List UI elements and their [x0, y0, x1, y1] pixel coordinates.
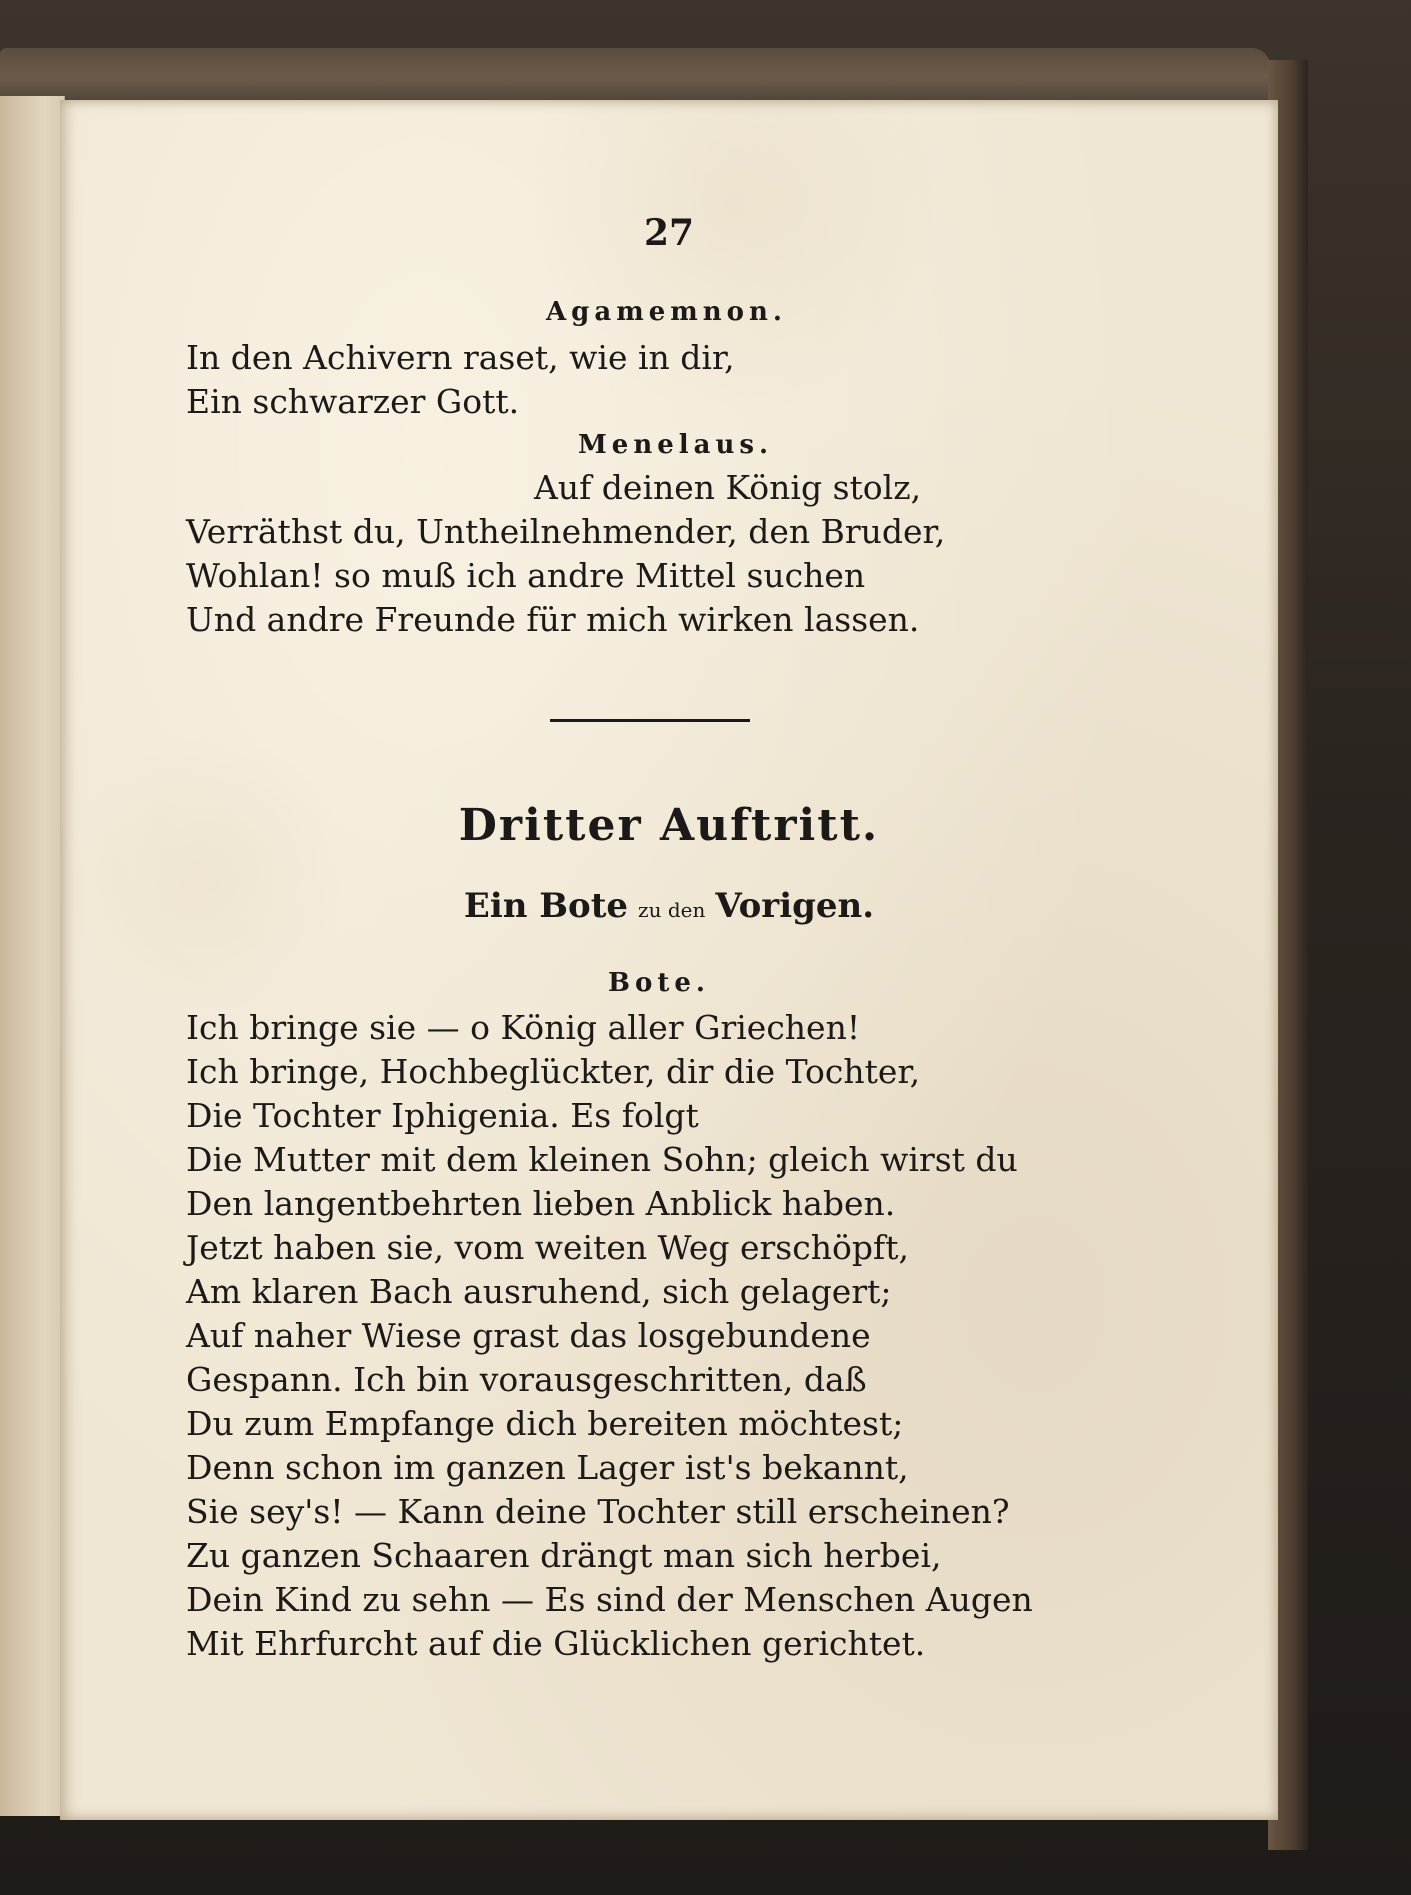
speaker-agamemnon: Agamemnon.: [546, 297, 787, 327]
verse-line: Gespann. Ich bin vorausgeschritten, daß: [186, 1360, 867, 1399]
verse-line: Und andre Freunde für mich wirken lassen.: [186, 600, 920, 639]
verse-line: Verräthst du, Untheilnehmender, den Bruder,: [186, 512, 946, 551]
verse-line: Am klaren Bach ausruhend, sich gelagert;: [186, 1272, 892, 1311]
verse-line: Jetzt haben sie, vom weiten Weg erschöpft,: [186, 1228, 909, 1267]
scene-subtitle: [60, 886, 1278, 926]
verse-line: Ich bringe, Hochbeglückter, dir die Tochter,: [186, 1052, 921, 1091]
book-page: [60, 100, 1278, 1820]
book-cover-edge: [0, 48, 1270, 108]
previous-page-edge: [0, 96, 65, 1816]
speaker-menelaus: Menelaus.: [578, 430, 774, 460]
verse-line: In den Achivern raset, wie in dir,: [186, 338, 735, 377]
scene-title: Dritter Auftritt.: [458, 800, 880, 851]
verse-line: Die Tochter Iphigenia. Es folgt: [186, 1096, 699, 1135]
verse-line: Zu ganzen Schaaren drängt man sich herbei,: [186, 1536, 942, 1575]
verse-line: Ein schwarzer Gott.: [186, 382, 520, 421]
verse-line: Auf naher Wiese grast das losgebundene: [186, 1316, 871, 1355]
verse-line: Den langentbehrten lieben Anblick haben.: [186, 1184, 896, 1223]
verse-line: Ich bringe sie — o König aller Griechen!: [186, 1008, 861, 1047]
page-number: 27: [643, 212, 695, 254]
verse-line: Auf deinen König stolz,: [534, 468, 922, 507]
section-divider: [550, 719, 750, 722]
subtitle-part: zu den: [638, 898, 706, 922]
verse-line: Denn schon im ganzen Lager ist's bekannt,: [186, 1448, 909, 1487]
verse-line: Du zum Empfange dich bereiten möchtest;: [186, 1404, 904, 1443]
speaker-bote: Bote.: [608, 968, 710, 998]
verse-line: Mit Ehrfurcht auf die Glücklichen gerichtet.: [186, 1624, 926, 1663]
verse-line: Die Mutter mit dem kleinen Sohn; gleich wirst du: [186, 1140, 1018, 1179]
verse-line: Dein Kind zu sehn — Es sind der Menschen Augen: [186, 1580, 1033, 1619]
verse-line: Sie sey's! — Kann deine Tochter still erscheinen?: [186, 1492, 1010, 1531]
verse-line: Wohlan! so muß ich andre Mittel suchen: [186, 556, 866, 595]
subtitle-part: Ein Bote: [463, 886, 629, 926]
subtitle-part: Vorigen.: [715, 886, 875, 926]
